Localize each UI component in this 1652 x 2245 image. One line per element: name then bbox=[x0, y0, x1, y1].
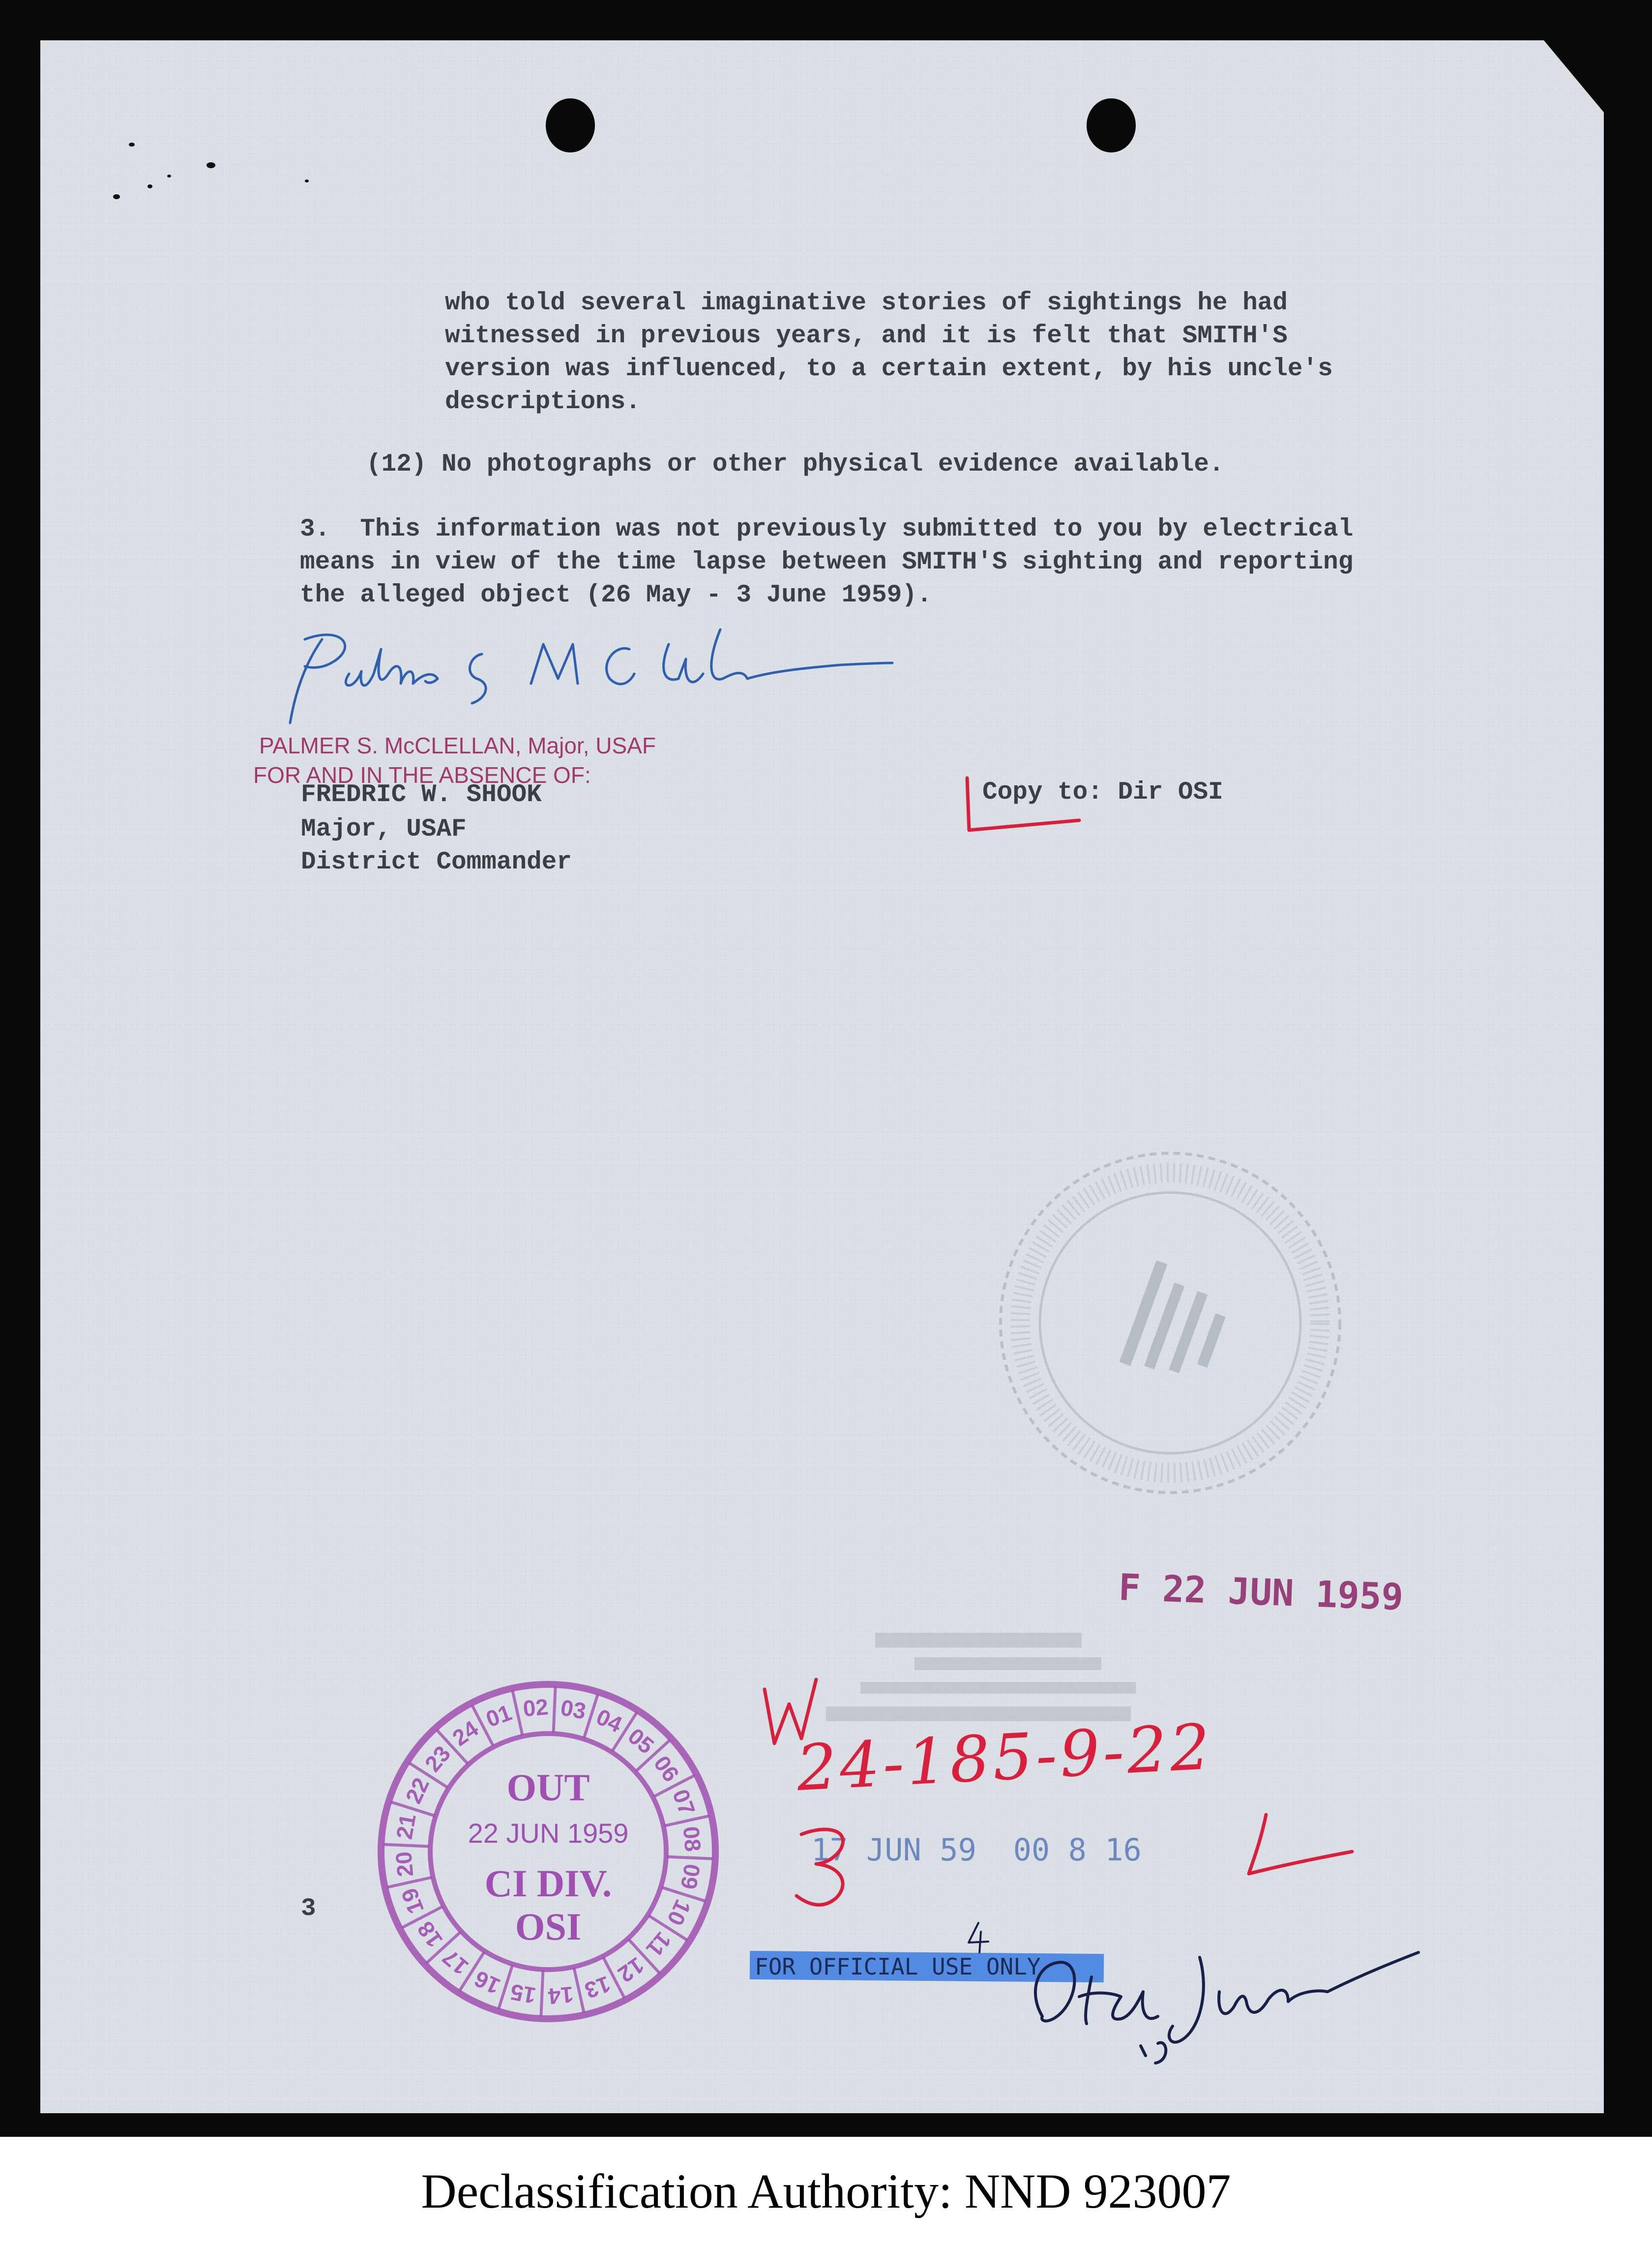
out-stamp-ring-number: 08 bbox=[678, 1825, 706, 1853]
out-stamp-ring-number: 05 bbox=[623, 1723, 659, 1759]
out-stamp-ring-number: 20 bbox=[390, 1850, 418, 1878]
date-received-stamp: F 22 JUN 1959 bbox=[1118, 1566, 1404, 1619]
signatory-stamp-name: PALMER S. McCLELLAN, Major, USAF bbox=[259, 733, 656, 758]
paragraph-continuation-line: version was influenced, to a certain extent, by his uncle's bbox=[445, 355, 1333, 383]
speck bbox=[167, 175, 171, 178]
out-stamp-ring-divider bbox=[512, 1690, 522, 1736]
speck bbox=[305, 180, 309, 182]
commander-rank: Major, USAF bbox=[301, 815, 467, 843]
commander-name: FREDRIC W. SHOOK bbox=[301, 781, 542, 809]
out-stamp-ring-number: 07 bbox=[667, 1786, 701, 1819]
out-stamp-ring-number: 23 bbox=[419, 1740, 456, 1777]
handwritten-red-check bbox=[1239, 1810, 1357, 1884]
paragraph-3-line: the alleged object (26 May - 3 June 1959). bbox=[300, 581, 932, 609]
out-stamp-ring-number: 13 bbox=[581, 1971, 614, 2004]
commander-title: District Commander bbox=[301, 848, 572, 876]
out-stamp-ring-number: 24 bbox=[447, 1715, 483, 1751]
page-number: 3 bbox=[301, 1895, 316, 1923]
received-time-stamp: 17 JUN 59 00 8 16 bbox=[811, 1832, 1142, 1868]
paragraph-3-line: means in view of the time lapse between SMITH'S sighting and reporting bbox=[300, 548, 1354, 576]
out-stamp bbox=[371, 1675, 725, 2029]
item-12: (12) No photographs or other physical evidence available. bbox=[366, 450, 1224, 479]
out-stamp-ring-number: 01 bbox=[482, 1699, 515, 1733]
out-stamp-ring-number: 17 bbox=[437, 1944, 473, 1980]
out-stamp-ring bbox=[371, 1675, 725, 2029]
out-stamp-ring-number: 14 bbox=[547, 1981, 575, 2009]
out-stamp-osi: OSI bbox=[515, 1905, 582, 1948]
out-stamp-ring-number: 04 bbox=[592, 1704, 626, 1738]
handwritten-signature bbox=[275, 610, 895, 738]
paragraph-continuation-line: who told several imaginative stories of sightings he had bbox=[445, 289, 1288, 317]
official-use-label: FOR OFFICIAL USE ONLY bbox=[755, 1953, 1041, 1980]
punch-hole-right bbox=[1087, 98, 1136, 152]
out-stamp-date: 22 JUN 1959 bbox=[468, 1818, 629, 1849]
signatory-stamp-for: FOR AND IN THE ABSENCE OF: bbox=[253, 762, 591, 788]
out-stamp-ring-number: 06 bbox=[649, 1751, 684, 1787]
torn-corner bbox=[1544, 40, 1605, 114]
out-stamp-ring-number: 09 bbox=[676, 1862, 706, 1891]
handwritten-4 bbox=[959, 1918, 998, 1957]
speck bbox=[206, 162, 215, 168]
out-stamp-ring-number: 12 bbox=[613, 1952, 649, 1988]
paragraph-3-line: 3. This information was not previously submitted to you by electrical bbox=[300, 515, 1354, 543]
out-stamp-ring-number: 18 bbox=[412, 1916, 448, 1952]
handwritten-initials bbox=[1023, 1918, 1426, 2065]
out-stamp-ring-divider bbox=[541, 1971, 543, 2017]
out-stamp-ring-number: 16 bbox=[470, 1965, 504, 2000]
paragraph-continuation-line: descriptions. bbox=[445, 388, 641, 416]
out-stamp-ring-number: 21 bbox=[391, 1812, 421, 1841]
speck bbox=[148, 184, 152, 188]
declassification-footer: Declassification Authority: NND 923007 bbox=[421, 2163, 1231, 2218]
out-stamp-ring-number: 22 bbox=[400, 1773, 435, 1807]
out-stamp-out: OUT bbox=[506, 1766, 590, 1809]
out-stamp-ring-number: 15 bbox=[508, 1979, 538, 2009]
out-stamp-ring-number: 02 bbox=[522, 1694, 550, 1722]
speck bbox=[113, 194, 120, 199]
handwritten-red-3 bbox=[787, 1815, 870, 1913]
out-stamp-ring-divider bbox=[667, 1857, 713, 1859]
out-stamp-ring-number: 19 bbox=[396, 1885, 429, 1917]
out-stamp-ring-number: 10 bbox=[662, 1896, 696, 1930]
out-stamp-ring-number: 03 bbox=[559, 1694, 588, 1724]
faded-circular-stamp bbox=[993, 1146, 1347, 1500]
copy-to-line: Copy to: Dir OSI bbox=[982, 778, 1223, 807]
punch-hole-left bbox=[546, 98, 595, 152]
out-stamp-ring-divider bbox=[574, 1968, 584, 2013]
out-stamp-ring-number: 11 bbox=[641, 1927, 677, 1962]
file-number: 24-185-9-22 bbox=[795, 1710, 1215, 1806]
paragraph-continuation-line: witnessed in previous years, and it is felt that SMITH'S bbox=[445, 322, 1288, 350]
speck bbox=[129, 143, 135, 147]
out-stamp-division: CI DIV. bbox=[484, 1862, 612, 1905]
out-stamp-ring-divider bbox=[554, 1686, 556, 1733]
